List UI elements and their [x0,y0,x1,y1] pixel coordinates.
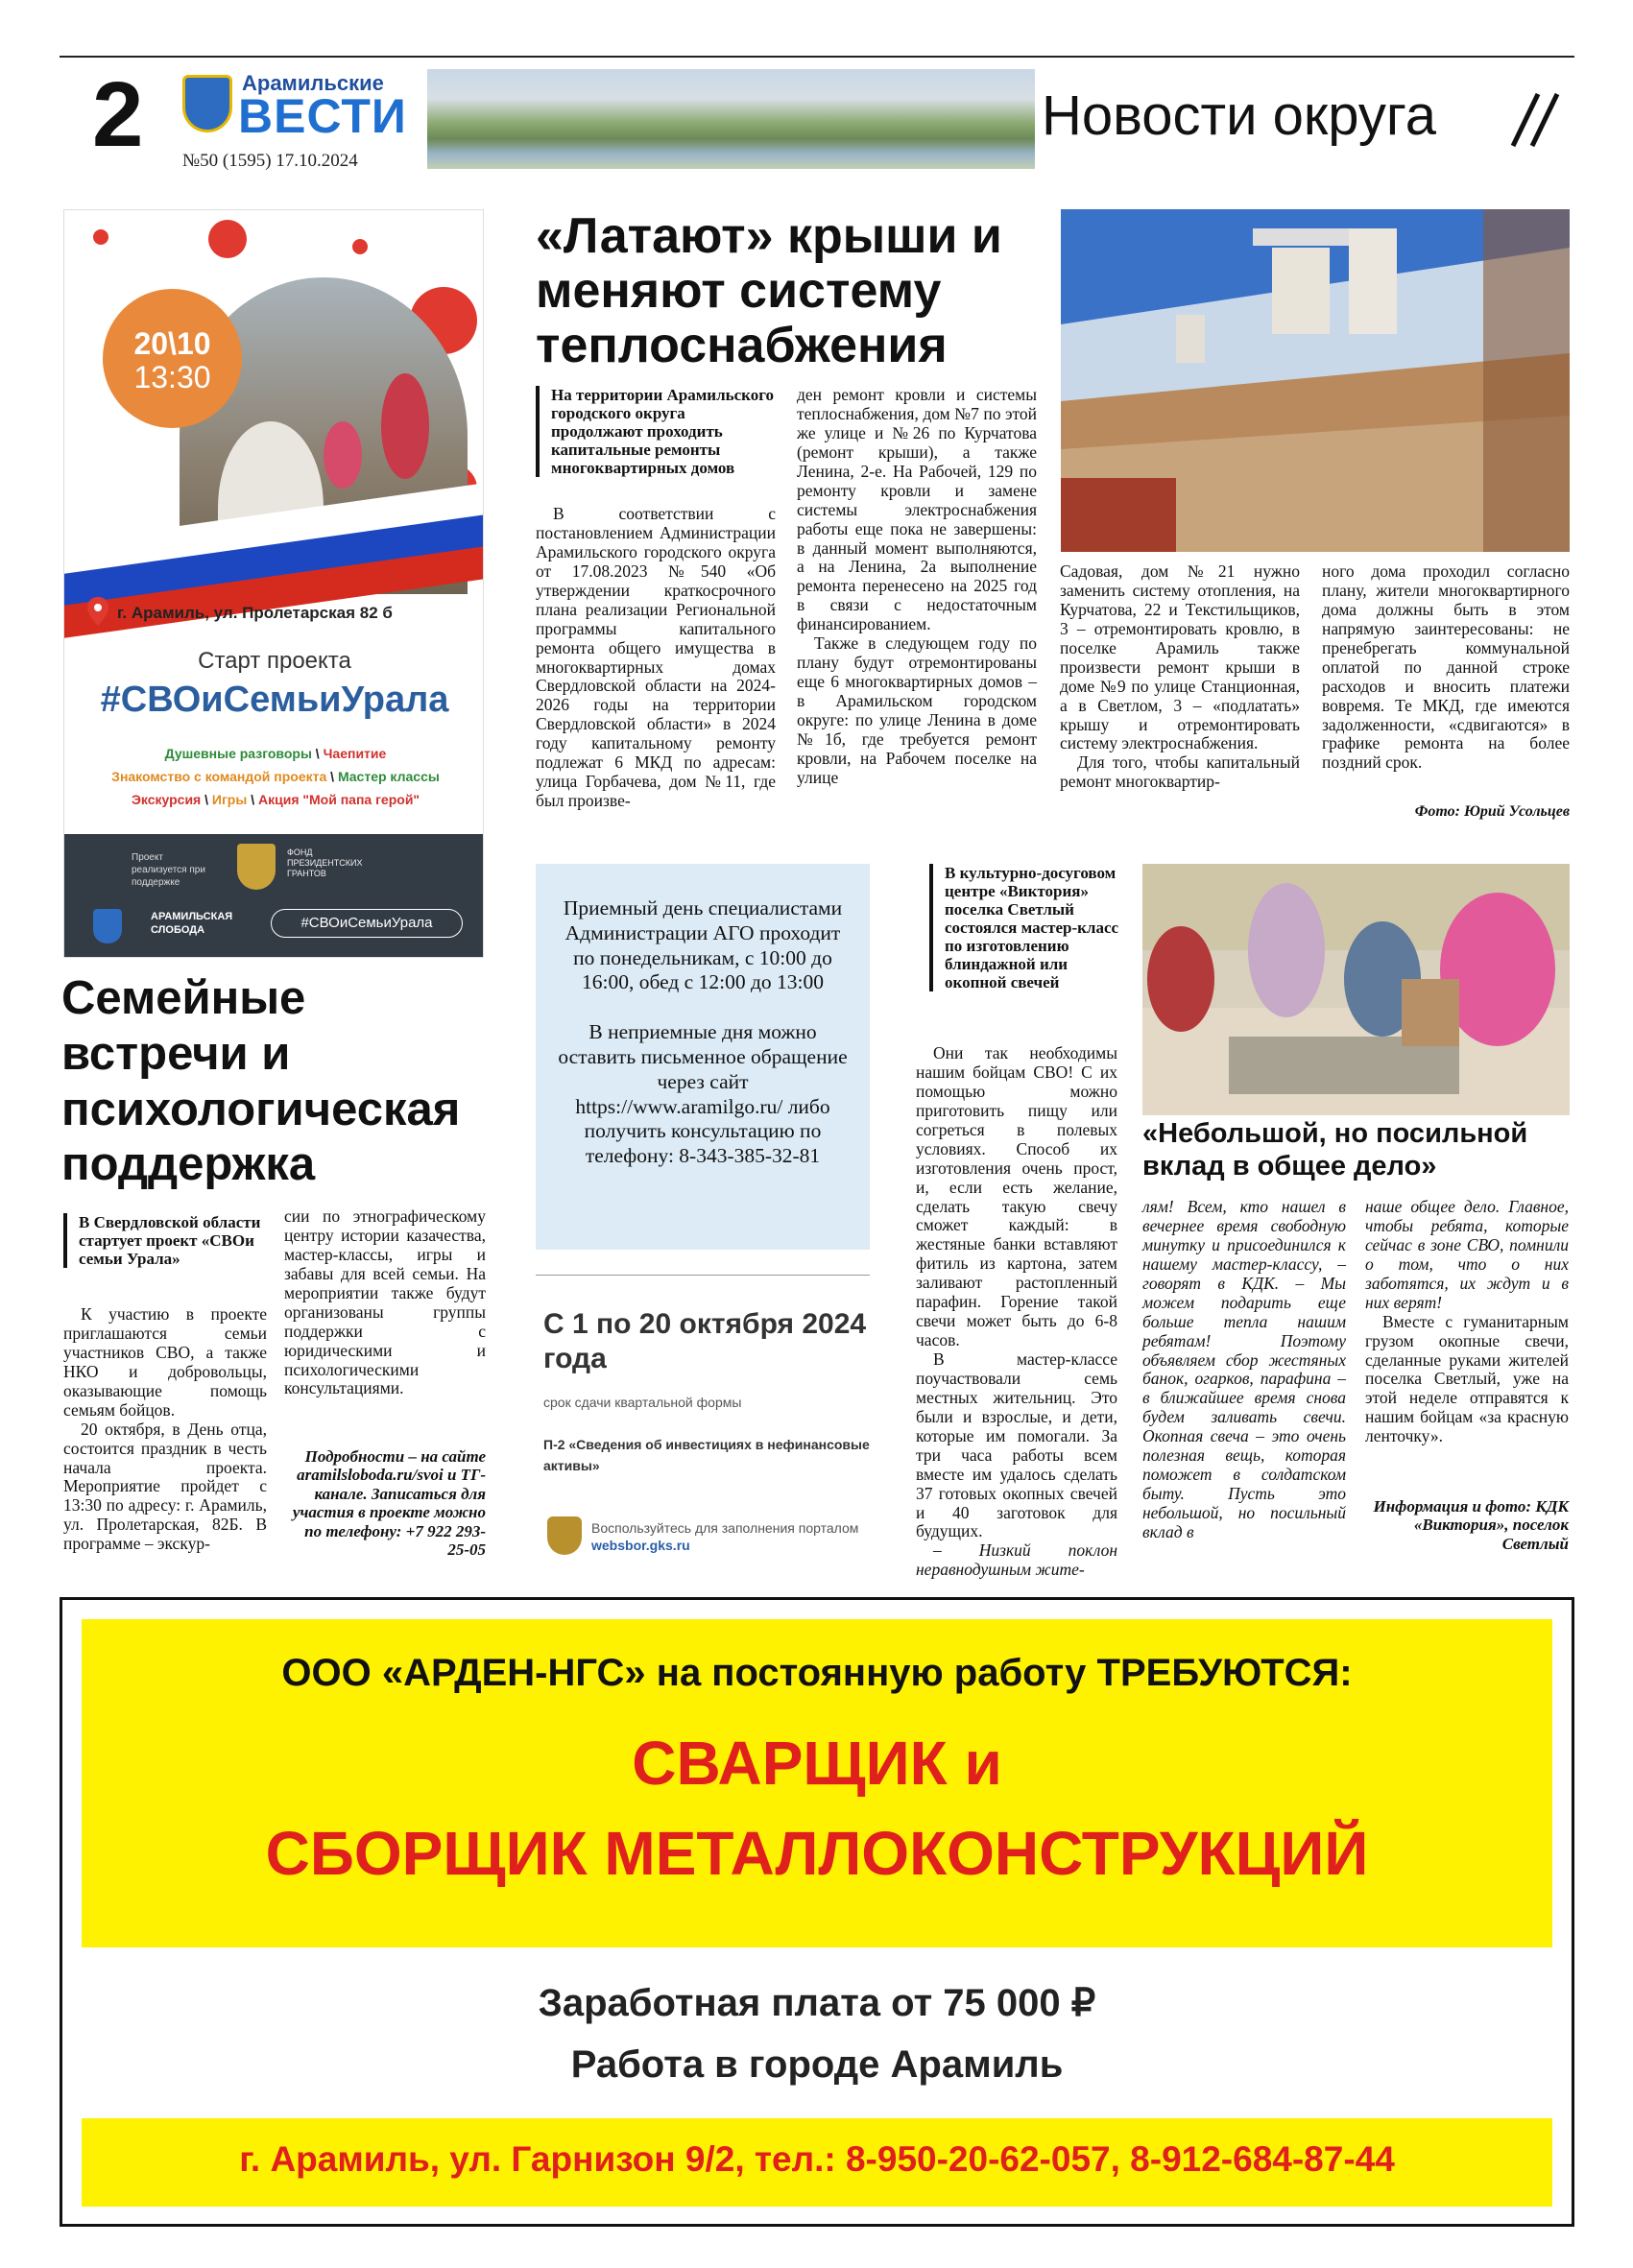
rosstat-notice [538,1290,870,1578]
poster-start-label: Старт проекта [198,648,351,674]
family-article-col2: сии по этнографическому центру истории казачества, мастер-классы, игры и забавы для всей семьи. На мероприятии также будут организованы группы поддержки с юридическими и психологическими консультациями. [284,1206,486,1398]
roof-article-title: «Латают» крыши и меняют систему теплоснабжения [536,208,1002,374]
reception-contacts: В неприемные дня можно оставить письменное обращение через сайт https://www.aramilgo.ru/ либо получить консультацию по телефону: 8-343-385-32-81 [558,1020,848,1168]
ad-job-welder: СВАРЩИК и [632,1729,1002,1798]
family-article-lead: В Свердловской области стартует проект «СВОи семьи Урала» [63,1213,267,1268]
ad-contact-panel [82,2118,1552,2207]
ad-company: ООО «АРДЕН-НГС» на постоянную работу ТРЕБУЮТСЯ: [281,1652,1353,1694]
reception-info-box [536,864,870,1250]
roof-article-col2: ден ремонт кровли и системы теплоснабжения, дом №7 по этой же улице и №26 по Курчатова (ремонт крыши), а также Ленина, 2-е. На Рабочей, 129 по ремонту кровли и замене системы электроснабжения работы еще пока не завершены: в данный момент выполняются, а на Ленина, 2а выполнение ремонта перенесено на 2025 год в связи с недостаточным финансированием. Также в следующем году по плану будут отремонтированы еще 6 многоквартирных домов – в Арамильском городском округе: по улице Ленина в доме №1б, где требуется ремонт кровли, на Рабочем поселке на улице [797,385,1037,787]
issue-info: №50 (1595) 17.10.2024 [182,151,358,171]
poster-activities: Душевные разговоры \ Чаепитие Знакомство с командой проекта \ Мастер классы Экскурсия \ Игры \ Акция "Мой папа герой" [111,746,440,807]
roof-photo [1061,209,1570,552]
ad-job-assembler: СБОРЩИК МЕТАЛЛОКОНСТРУКЦИЙ [265,1819,1369,1888]
roof-article-col3: Садовая, дом №21 нужно заменить систему отопления, на Курчатова, 22 и Текстильщиков, 3 – отремонтировать кровлю, в поселке Арамиль также произвести ремонт крыши в доме №9 по улице Станционная, а в Светлом, 3 – «подлатать» крышу и отремонтировать систему электроснабжения. Для того, чтобы капитальный ремонт многоквартир- [1060,561,1300,792]
ad-location: Работа в городе Арамиль [570,2043,1064,2086]
section-title: Новости округа [1042,84,1437,147]
page-number: 2 [92,63,144,166]
rosstat-portal-note: Воспользуйтесь для заполнения порталом websbor.gks.ru [591,1520,859,1553]
roof-article-col1: В соответствии с постановлением Администрации Арамильского городского округа от 17.08.2023 №540 «Об утверждении краткосрочного плана реализации Региональной программы капитального ремонта общего имущества в многоквартирных домах Свердловской области на 2024-2026 годы на территории Свердловской области» в 2024 году капитальному ремонту подлежат 6 МКД по адресам: улица Горбачева, дом №11, где был произве- [536,504,776,811]
decor-dot [208,220,247,258]
grants-fund-logo: ФОНД ПРЕЗИДЕНТСКИХ ГРАНТОВ [287,848,363,878]
roof-photo-credit: Фото: Юрий Усольцев [1414,803,1570,820]
event-poster [63,209,484,958]
candle-article-col3: наше общее дело. Главное, чтобы ребята, которые сейчас в зоне СВО, помнили о том, что о них заботятся, их ждут и в них верят! Вместе с гуманитарным грузом окопные свечи, сделанные руками жителей поселка Светлый, уже на этой неделе отправятся к нашим бойцам «за красную ленточку». [1365,1197,1569,1446]
event-date: 20\10 [133,326,211,361]
aramil-sloboda-logo: АРАМИЛЬСКАЯ СЛОБОДА [151,911,233,936]
location-pin-icon [87,597,108,626]
event-time: 13:30 [133,360,211,395]
crest-icon [182,75,232,132]
aramil-crest-icon [93,909,122,943]
decor-dot [352,239,368,254]
reception-hours: Приемный день специалистами Администрации АГО проходит по понедельникам, с 10:00 до 16:00, обед с 12:00 до 13:00 [563,896,843,994]
ad-salary: Заработная плата от 75 000 ₽ [538,1982,1096,2024]
roof-article-col4: ного дома проходил согласно плану, жители многоквартирного дома должны быть в этом напрямую заинтересованы: не пренебрегать коммунальной оплатой по данной строке расходов и вносить платежи вовремя. Те МКД, где имеются задолженности, «сдвигаются» в графике ремонта на более поздний срок. [1322,561,1570,773]
divider [536,1275,870,1276]
master-class-photo [1142,864,1570,1115]
poster-hashtag: #СВОиСемьиУрала [100,680,449,720]
roof-article-lead: На территории Арамильского городского округа продолжают проходить капитальные ремонты многоквартирных домов [536,386,776,477]
candle-article-col1: Они так необходимы нашим бойцам СВО! С их помощью можно приготовить пищу или согреться в полевых условиях. Способ их изготовления очень прост, и, если есть желание, сделать такую свечу сможет каждый: в жестяные банки вставляют фитиль из картона, затем заливают растопленный парафин. Горение такой свечи может быть до 6-8 часов. В мастер-классе поучаствовали семь местных жительниц. Это были и взрослые, и дети, которые им помогали. За три часа работы всем вместе им удалось сделать 37 готовых окопных свечей и 40 заготовок для будущих. – Низкий поклон неравнодушным жите- [916,1043,1117,1580]
family-article-col1: К участию в проекте приглашаются семьи участников СВО, а также НКО и добровольцы, оказывающие помощь семьям бойцов. 20 октября, в День отца, состоится праздник в честь начала проекта. Мероприятие пройдет с 13:30 по адресу: г. Арамиль, ул. Пролетарская, 82Б. В программе – экскур- [63,1304,267,1554]
region-crest-icon [237,844,276,890]
candle-article-lead: В культурно-досуговом центре «Виктория» поселка Светлый состоялся мастер-класс по изготовлению блиндажной или окопной свечей [929,864,1129,991]
logo-subtitle: Арамильские [242,71,384,95]
double-slash-icon [1509,92,1563,148]
rosstat-form: П-2 «Сведения об инвестициях в нефинансовые активы» [543,1437,870,1474]
decor-dot [93,229,108,245]
logo-title: ВЕСТИ [238,89,407,143]
job-advertisement [60,1597,1574,2227]
event-address: г. Арамиль, ул. Пролетарская 82 б [117,604,393,622]
rosstat-subtitle: срок сдачи квартальной формы [543,1395,742,1410]
header-landscape-photo [427,69,1035,169]
support-note: Проект реализуется при поддержке [132,852,205,888]
rosstat-deadline: С 1 по 20 октября 2024 года [543,1308,867,1374]
candle-article-col2: лям! Всем, кто нашел в вечернее время свободную минутку и присоединился к нашему мастер-классу, – говорят в КДК. – Мы можем подарить еще больше тепла нашим ребятам! Поэтому объявляем сбор жестяных банок, огарков, парафина – в ближайшее время снова будем заливать свечи. Окопная свеча – это очень полезная вещь, которая поможет в солдатском быту. Пусть это небольшой, но посильный вклад в [1142,1197,1346,1541]
rosstat-emblem-icon [547,1516,582,1555]
family-article-contacts: Подробности – на сайте aramilsloboda.ru/svoi и ТГ-канале. Записаться для участия в проекте можно по телефону: +7 922 293-25-05 [292,1447,486,1559]
top-rule [60,56,1574,58]
candle-photo-credit: Информация и фото: КДК «Виктория», поселок Светлый [1373,1497,1569,1553]
ad-contact: г. Арамиль, ул. Гарнизон 9/2, тел.: 8-950-20-62-057, 8-912-684-87-44 [239,2139,1395,2179]
poster-footer [64,834,484,958]
event-date-badge [103,289,242,428]
family-article-title: Семейные встречи и психологическая поддержка [61,972,461,1191]
footer-hashtag: #СВОиСемьиУрала [271,909,463,938]
ad-headline-panel [82,1619,1552,1947]
candle-article-title: «Небольшой, но посильной вклад в общее дело» [1142,1118,1528,1182]
